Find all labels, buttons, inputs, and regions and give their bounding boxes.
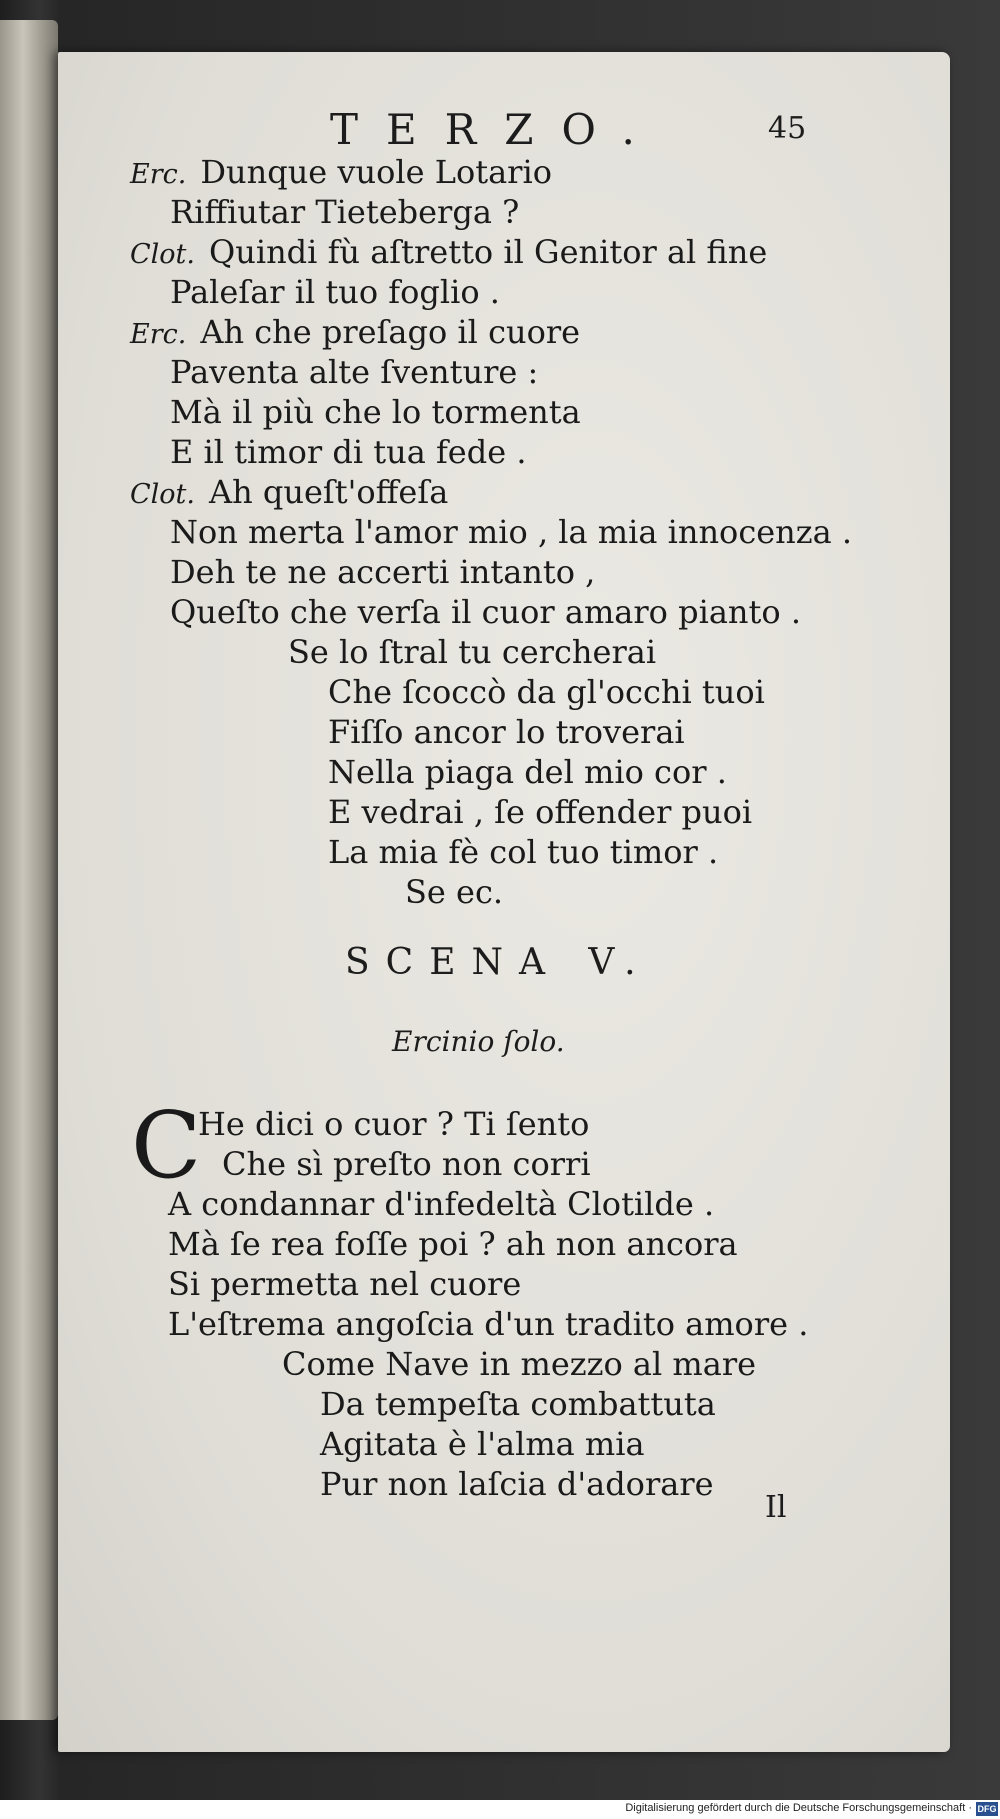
verse-text: Non merta l'amor mio , la mia innocenza . [170,513,853,551]
aria-refrain: Se ec. [405,873,504,911]
verse-text: Dunque vuole Lotario [200,153,552,191]
verse-text: Queſto che verſa il cuor amaro pianto . [170,593,801,631]
verse-text: Ah che preſago il cuore [200,313,581,351]
dialogue-line [130,153,552,194]
dialogue-line [170,593,801,631]
dialogue-line [170,273,500,311]
speaker-label: Clot. [130,239,195,270]
monologue-line: Si permetta nel cuore [168,1265,522,1303]
dialogue-line [170,193,519,231]
dialogue-line [170,433,527,471]
scene-title: SCENA V. [345,942,652,983]
verse-text: Ah queſt'offeſa [208,473,449,511]
dfg-logo: DFG [977,1804,997,1814]
verse-text: Riffiutar Tieteberga ? [170,193,520,231]
dialogue-line [170,393,581,431]
dialogue-line [170,353,538,391]
speaker-label: Erc. [130,159,187,190]
running-title: TERZO. [330,105,663,154]
dialogue-line [130,233,767,274]
aria-line: Che ſcoccò da gl'occhi tuoi [328,673,765,711]
verse-text: Deh te ne accerti intanto , [170,553,596,591]
footer-bar [0,1800,1000,1819]
verse-text: Paventa alte ſventure : [170,353,539,391]
verse-text: Mà il più che lo tormenta [170,393,581,431]
aria2-line: Da tempeſta combattuta [320,1385,716,1423]
verse-text: E il timor di tua fede . [170,433,527,471]
drop-cap: C [131,1092,202,1199]
aria-line: E vedrai , ſe offender puoi [328,793,753,831]
verse-text: Quindi fù aſtretto il Genitor al fine [208,233,768,271]
dialogue-line [170,513,852,551]
aria-line: Nella piaga del mio cor . [328,753,727,791]
dialogue-line [130,313,580,354]
speaker-label: Erc. [130,319,187,350]
catchword: Il [765,1490,787,1525]
monologue-line: L'eſtrema angoſcia d'un tradito amore . [168,1305,809,1343]
scene-character: Ercinio ſolo. [392,1025,565,1058]
aria2-line: Pur non laſcia d'adorare [320,1465,714,1503]
aria2-line: Come Nave in mezzo al mare [282,1345,757,1383]
monologue-line: Mà ſe rea foſſe poi ? ah non ancora [168,1225,738,1263]
monologue-line: He dici o cuor ? Ti ſento [198,1105,590,1143]
aria-line: Se lo ſtral tu cercherai [288,633,657,671]
footer-credit: Digitalisierung gefördert durch die Deutsche Forschungsgemeinschaft · [625,1802,972,1814]
aria2-line: Agitata è l'alma mia [320,1425,645,1463]
monologue-line: A condannar d'infedeltà Clotilde . [168,1185,715,1223]
dialogue-line [170,553,595,591]
page-header [0,105,1000,155]
page-number: 45 [768,111,807,146]
speaker-label: Clot. [130,479,195,510]
monologue-line: Che sì preſto non corri [222,1145,591,1183]
aria-line: Fiſſo ancor lo troverai [328,713,685,751]
verse-text: Paleſar il tuo foglio . [170,273,500,311]
aria-line: La mia fè col tuo timor . [328,833,719,871]
previous-page-edge [0,20,58,1720]
dialogue-line [130,473,448,514]
